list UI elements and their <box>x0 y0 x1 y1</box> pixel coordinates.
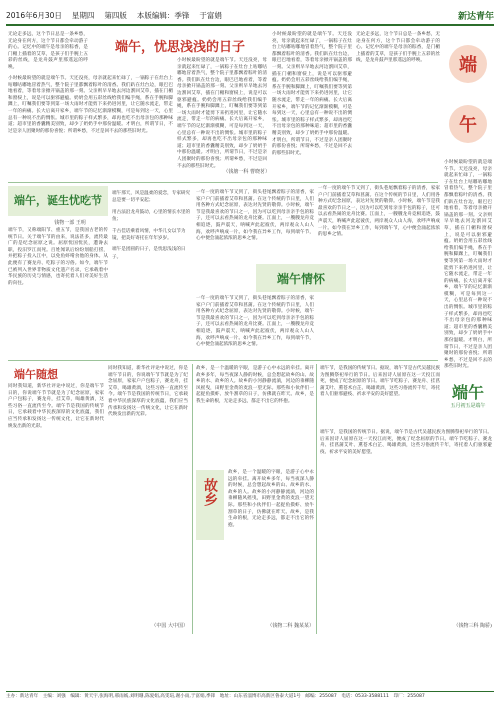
divider <box>192 364 193 634</box>
article-body-4b: 同时我知道，新华社评论中说过，你是端午节日的，你说端午节节就是为了纪念屈原，家家户户包粽子，赛龙舟，挂艾草，喝雄黄酒，这些习俗一直流传至今。端午节是我国的传统节日，它承载着中华民族深厚的文化底蕴，我们应当传承和发扬这一传统文化，让它在新时代焕发出新的光彩。 <box>108 366 188 418</box>
divider <box>8 360 438 361</box>
article-title-2: 端午，诞生忧吃节 <box>14 194 102 207</box>
article-body-1c: 小时候最盼望的就是端午节。天还没亮，母亲就起来忙碌了，一锅粽子在灶台上咕嘟咕嘟地冒着热气，整个院子里都飘着粽叶的清香。我们趴在灶台边，眼巴巴地看着，等着母亲掀开锅盖的那一刻。父亲则早早地去河边割回艾草，插在门楣和窗棂上，说是可以驱邪避瘟。奶奶会用五彩丝线给我们编手绳，系在手腕和脚踝上，叮嘱我们要等到第一场大雨时才能剪下来扔进河里，让它随水流走，带走一年的病痛。长大后离开家乡，端午节的记忆渐渐模糊，可是每到这一天，心里总有一种说不出的惆怅。城市里的粽子样式繁多，却再也吃不出母亲包的那种味道；超市里的香囊精美别致，却少了奶奶手中那份温暖。才明白，所谓节日，不过是亲人团聚时的那份喜悦；所谓乡愁，不过是回不去的那些旧时光。 <box>272 32 352 156</box>
article-body-1e: 小时候最盼望的就是端午节。天还没亮，母亲就起来忙碌了，一锅粽子在灶台上咕嘟咕嘟地冒着热气，整个院子里都飘着粽叶的清香。我们趴在灶台边，眼巴巴地看着，等着母亲掀开锅盖的那一刻。父亲则早早地去河边割回艾草，插在门楣和窗棂上，说是可以驱邪避瘟。奶奶会用五彩丝线给我们编手绳，系在手腕和脚踝上，叮嘱我们要等到第一场大雨时才能剪下来扔进河里，让它随水流走，带走一年的病痛。长大后离开家乡，端午节的记忆渐渐模糊，可是每到这一天，心里总有一种说不出的惆怅。城市里的粽子样式繁多，却再也吃不出母亲包的那种味道；超市里的香囊精美别致，却少了奶奶手中那份温暖。才明白，所谓节日，不过是亲人团聚时的那份喜悦；所谓乡愁，不过是回不去的那些旧时光。 <box>444 160 492 370</box>
article-body-6a: 端午节，是我国的传统节日。据说，端午节是古代吴越民族为图腾祭祀举行的节日。后来因诗人屈原在这一天投江而死，便成了纪念屈原的节日。端午节吃粽子、赛龙舟、挂菖蒲艾叶、熏苍术白芷、喝雄黄酒，这些习俗流传千年，寄托着人们驱邪避疫、祈求平安的美好愿望。 <box>320 366 440 398</box>
article-title-6: 端午 <box>451 383 484 402</box>
issue-date: 2016年6月30日 <box>6 10 62 20</box>
poem-block <box>112 190 192 356</box>
newspaper-name: 新达青年 <box>457 11 494 22</box>
article-author-5: （钱物二科 魏某某） <box>267 623 314 629</box>
page-number: 第四版 <box>104 10 127 20</box>
poem-line: 端午那天，风是温柔的爱恋，专家研究总是要一切平安起； <box>112 191 191 204</box>
article-body-3a: 一年一度的端午节又到了，街头巷尾飘着粽子的清香，家家户户门前插着艾草和菖蒲。在这个传统的节日里，人们用各种方式纪念屈原，表达对先贤的敬仰。小时候，端午节是我最喜欢的节日之一，因为可以吃到母亲亲手包的粽子，还可以去看热闹的龙舟比赛。江面上，一艘艘龙舟竞相追逐，鼓声震天，呐喊声此起彼伏，两岸观众人山人海，欢呼声响成一片。如今我在异乡工作，每到端午节，心中便会涌起浓浓的思乡之情。 <box>196 190 314 242</box>
article-body-3c: 一年一度的端午节又到了，街头巷尾飘着粽子的清香，家家户户门前插着艾草和菖蒲。在这个传统的节日里，人们用各种方式纪念屈原，表达对先贤的敬仰。小时候，端午节是我最喜欢的节日之一，因为可以吃到母亲亲手包的粽子，还可以去看热闹的龙舟比赛。江面上，一艘艘龙舟竞相追逐，鼓声震天，呐喊声此起彼伏，两岸观众人山人海，欢呼声响成一片。如今我在异乡工作，每到端午节，心中便会涌起浓浓的思乡之情。 <box>318 186 440 238</box>
page-footer: 主办：新达青年 主编：刘强 编辑：黄天宇,张海明,邢雨嫣,刘明珊,陈爱娟,高雯瑄,谢小雨,于富娟,季锋 地址：山东省淄博市高新区鲁泰大道1号 邮编：255087 电话：0533-3588111 印厂：255087 <box>6 691 494 703</box>
article-body-6b: 端午节，是我国的传统节日。据说，端午节是古代吴越民族为图腾祭祀举行的节日。后来因诗人屈原在这一天投江而死，便成了纪念屈原的节日。端午节吃粽子、赛龙舟、挂菖蒲艾叶、熏苍术白芷、喝雄黄酒，这些习俗流传千年，寄托着人们驱邪避疫、祈求平安的美好愿望。 <box>320 430 492 455</box>
article-byline-2: 钱物一部 王明 <box>54 220 86 226</box>
article-body-1b: 小时候最盼望的就是端午节。天还没亮，母亲就起来忙碌了，一锅粽子在灶台上咕嘟咕嘟地冒着热气，整个院子里都飘着粽叶的清香。我们趴在灶台边，眼巴巴地看着，等着母亲掀开锅盖的那一刻。父亲则早早地去河边割回艾草，插在门楣和窗棂上，说是可以驱邪避瘟。奶奶会用五彩丝线给我们编手绳，系在手腕和脚踝上，叮嘱我们要等到第一场大雨时才能剪下来扔进河里，让它随水流走，带走一年的病痛。长大后离开家乡，端午节的记忆渐渐模糊，可是每到这一天，心里总有一种说不出的惆怅。城市里的粽子样式繁多，却再也吃不出母亲包的那种味道；超市里的香囊精美别致，却少了奶奶手中那份温暖。才明白，所谓节日，不过是亲人团聚时的那份喜悦；所谓乡愁，不过是回不去的那些旧时光。 <box>177 58 267 169</box>
page-editor: 本版编辑：季锋 <box>136 10 190 20</box>
article-title-4: 端午随想 <box>14 368 58 381</box>
article-body-2: 端午节，又称端阳节、重五节，是我国古老的传统节日。关于端午节的由来，说法甚多，流传最广的是纪念屈原之说。屈原忧国忧民，遭谗去职，投汨罗江而死。百姓闻讯后纷纷划船打捞，并把粽子投入江中，以免鱼虾啃食他的身体。从此便有了赛龙舟、吃粽子的习俗。如今，端午节已被列入世界非物质文化遗产名录，它承载着中华民族的历史与情感，也寄托着人们对美好生活的向往。 <box>8 228 108 286</box>
divider <box>316 364 317 634</box>
poem-line: 端午是团圆的日子，是忧思浅浅的日子。 <box>112 247 186 260</box>
article-body-3b: 一年一度的端午节又到了，街头巷尾飘着粽子的清香，家家户户门前插着艾草和菖蒲。在这个传统的节日里，人们用各种方式纪念屈原，表达对先贤的敬仰。小时候，端午节是我最喜欢的节日之一，因为可以吃到母亲亲手包的粽子，还可以去看热闹的龙舟比赛。江面上，一艘艘龙舟竞相追逐，鼓声震天，呐喊声此起彼伏，两岸观众人山人海，欢呼声响成一片。如今我在异乡工作，每到端午节，心中便会涌起浓浓的思乡之情。 <box>196 296 314 348</box>
article-title-1: 端午，忧思浅浅的日子 <box>114 40 245 55</box>
article-body-5a: 故乡，是一个温暖的字眼，是游子心中永远的牵挂。离开故乡多年，每当夜深人静的时候，总会想起故乡的山、故乡的水、故乡的人。故乡的小河静静流淌，河边的垂柳随风摇曳，田野里金黄的麦浪一望无际。那些和小伙伴们一起捉鱼摸虾、放牛割草的日子，仿佛就在昨天。故乡，是我生命的根，无论走多远，都走不出它的怀抱。 <box>196 366 314 404</box>
article-body-1d: 无论走多远，这个节日总是一条乡愁，无论身在何方，这个节日都会牵动游子的心。记忆中的端午是母亲的粽香，是门楣上插着的艾草，是孩子们手腕上五彩的丝线，是龙舟鼓声里那遥远的呼唤。 <box>356 32 440 64</box>
article-author-6: （钱物三科 陶骄) <box>453 623 492 629</box>
article-lead-1: 无论走多远，这个节日总是一条乡愁，无论身在何方，这个节日都会牵动游子的心。记忆中的端午是母亲的粽香，是门楣上插着的艾草，是孩子们手腕上五彩的丝线，是龙舟鼓声里那遥远的呼唤。 <box>8 32 88 70</box>
article-author-4: （中国 大中国） <box>151 623 188 629</box>
page-header <box>6 6 494 26</box>
article-author-1: （钱塘一科 曹晓茗） <box>223 169 270 175</box>
poem-line: 千古佳话乘着风情，中华儿女以节为镜，把美好寄托在年年岁岁。 <box>112 228 186 242</box>
article-body-1: 小时候最盼望的就是端午节。天还没亮，母亲就起来忙碌了，一锅粽子在灶台上咕嘟咕嘟地冒着热气，整个院子里都飘着粽叶的清香。我们趴在灶台边，眼巴巴地看着，等着母亲掀开锅盖的那一刻。父亲则早早地去河边割回艾草，插在门楣和窗棂上，说是可以驱邪避瘟。奶奶会用五彩丝线给我们编手绳，系在手腕和脚踝上，叮嘱我们要等到第一场大雨时才能剪下来扔进河里，让它随水流走，带走一年的病痛。长大后离开家乡，端午节的记忆渐渐模糊，可是每到这一天，心里总有一种说不出的惆怅。城市里的粽子样式繁多，却再也吃不出母亲包的那种味道；超市里的香囊精美别致，却少了奶奶手中那份温暖。才明白，所谓节日，不过是亲人团聚时的那份喜悦；所谓乡愁，不过是回不去的那些旧时光。 <box>8 76 173 134</box>
issue-weekday: 星期四 <box>71 10 95 20</box>
proofreader: 于富娟 <box>199 10 222 20</box>
article-body-5b: 故乡，是一个温暖的字眼，是游子心中永远的牵挂。离开故乡多年，每当夜深人静的时候，总会想起故乡的山、故乡的水、故乡的人。故乡的小河静静流淌，河边的垂柳随风摇曳，田野里金黄的麦浪一望无际。那些和小伙伴们一起捉鱼摸虾、放牛割草的日子，仿佛就在昨天。故乡，是我生命的根，无论走多远，都走不出它的怀抱。 <box>228 470 314 528</box>
article-title-5: 故乡 <box>202 478 218 506</box>
article-title-3: 端午情怀 <box>276 272 325 286</box>
decorative-banner-title: 端 午 <box>444 34 492 154</box>
divider <box>8 182 438 183</box>
article-subtitle-6: 五月初五是端午 <box>450 403 486 409</box>
article-body-4a: 同时我知道，新华社评论中说过，你是端午节日的，你说端午节节就是为了纪念屈原，家家户户包粽子，赛龙舟，挂艾草，喝雄黄酒，这些习俗一直流传至今。端午节是我国的传统节日，它承载着中华民族深厚的文化底蕴，我们应当传承和发扬这一传统文化，让它在新时代焕发出新的光彩。 <box>8 384 104 429</box>
poem-line: 用古法沿龙舟鼓动，心里的情长水里的鱼； <box>112 209 191 223</box>
